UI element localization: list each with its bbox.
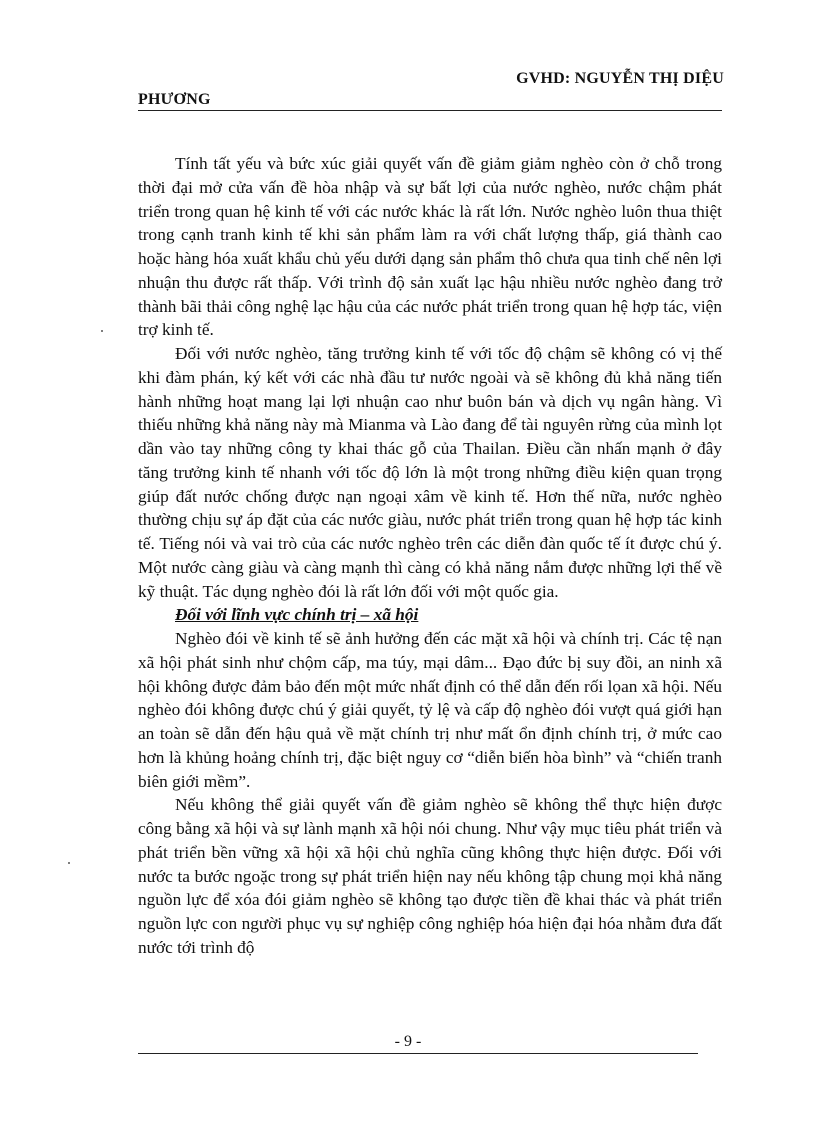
page-number: - 9 - (394, 1033, 422, 1050)
section-heading (138, 603, 722, 627)
paragraph: Nghèo đói về kinh tế sẽ ảnh hưởng đến các mặt xã hội và chính trị. Các tệ nạn xã hội phát sinh như chộm cấp, ma túy, mại dâm... Đạo đức bị suy đồi, an ninh xã hội không được đảm bảo đến một mức nhất định có thể dẫn đến rối lọan xã hội. Nếu nghèo đói không được chú ý giải quyết, tỷ lệ và cấp độ nghèo đói vượt quá giới hạn an toàn sẽ dẫn đến hậu quả về mặt chính trị như mất ổn định chính trị, ở mức cao hơn là khủng hoảng chính trị, đặc biệt nguy cơ “diễn biến hòa bình” và “chiến tranh biên giới mềm”. (138, 629, 722, 791)
section-heading-text: Đối với lĩnh vực chính trị – xã hội (175, 605, 419, 625)
scan-speck (101, 330, 103, 332)
scan-speck (68, 862, 70, 864)
paragraph: Đối với nước nghèo, tăng trưởng kinh tế với tốc độ chậm sẽ không có vị thế khi đàm phán, ký kết với các nhà đầu tư nước ngoài và sẽ không đủ khả năng tiến hành những hoạt mang lại lợi nhuận cao như buôn bán và dịch vụ ngân hàng. Vì thiếu những khả năng này mà Mianma và Lào đang để tài nguyên rừng của mình lọt dần vào tay những công ty khai thác gỗ của Thailan. Điều cần nhấn mạnh ở đây tăng trưởng kinh tế nhanh với tốc độ lớn là một trong những điều kiện quan trọng giúp đất nước chống được nạn ngoại xâm về kinh tế. Hơn thế nữa, nước nghèo thường chịu sự áp đặt của các nước giàu, nước phát triển trong quan hệ hợp tác kinh tế. Tiếng nói và vai trò của các nước nghèo trên các diễn đàn quốc tế ít được chú ý. Một nước càng giàu và càng mạnh thì càng có khả năng nắm được những lợi thế về kỹ thuật. Tác dụng nghèo đói là rất lớn đối với một quốc gia. (138, 344, 722, 601)
footer-rule (138, 1053, 698, 1054)
page-body (138, 152, 722, 960)
paragraph: Tính tất yếu và bức xúc giải quyết vấn đề giảm giảm nghèo còn ở chỗ trong thời đại mở cửa vấn đề hòa nhập và sự bất lợi của nước nghèo, nước chậm phát triển trong quan hệ kinh tế với các nước khác là rất lớn. Nước nghèo luôn thua thiệt trong cạnh tranh kinh tế khi sản phẩm làm ra với chất lượng thấp, giá thành cao hoặc hàng hóa xuất khẩu chủ yếu dưới dạng sản phẩm thô chưa qua tinh chế nên lợi nhuận thu được rất thấp. Với trình độ sản xuất lạc hậu nhiều nước nghèo đang trở thành bãi thải công nghệ lạc hậu của các nước phát triển trong quan hệ hợp tác, viện trợ kinh tế. (138, 154, 722, 340)
header-advisor: GVHD: NGUYỄN THỊ DIỆU (516, 70, 724, 87)
header-rule (138, 110, 722, 111)
paragraph: Nếu không thể giải quyết vấn đề giảm nghèo sẽ không thể thực hiện được công bằng xã hội và sự lành mạnh xã hội nói chung. Như vậy mục tiêu phát triển và phát triển bền vững xã hội xã hội chủ nghĩa cũng không thực hiện được. Đối với nước ta bước ngoặc trong sự phát triển hiện nay nếu không tập chung mọi khả năng nguồn lực để xóa đói giảm nghèo sẽ không tạo được tiền đề khai thác và phát triển nguồn lực con người phục vụ sự nghiệp công nghiệp hóa hiện đại hóa nhằm đưa đất nước tới trình độ (138, 795, 722, 957)
header-advisor-continued: PHƯƠNG (138, 91, 211, 108)
